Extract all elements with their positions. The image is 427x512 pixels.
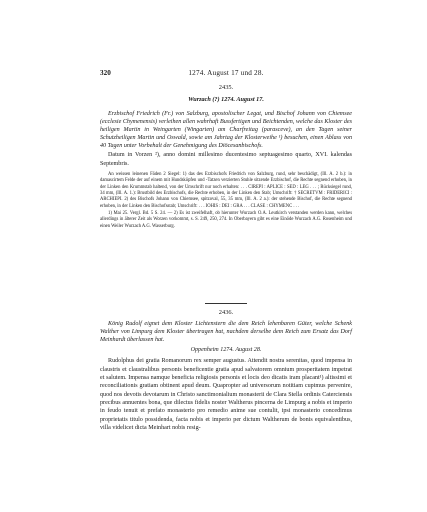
separator-rule	[205, 303, 247, 304]
regest-2435: Erzbischof Friedrich (Fr.) von Salzburg, apostolischer Legat, und Bischof Johann von Chiemsee (ecclesie Chymenensis) verleihen allen wahrhaft Bussfertigen und Beichtenden, welche das Kloster des heiligen Martin in Weingarten (Wingarten) am Charfreitag (parasceve), an den Tagen seiner Schutzheiligen Martin und Oswald, sowie am Jahrtag der Klosterweihe ¹) besuchen, einen Ablass von 40 Tagen unter Vorbehalt der Genehmigung des Diöcesanbischofs.	[100, 111, 352, 150]
page-number: 320	[100, 69, 111, 77]
page-header	[100, 69, 352, 79]
place-date-2436: Oppenheim 1274. August 28.	[190, 347, 262, 354]
footnotes-2435: 1) Mai 25. Vergl. Bd. 5 S. 24. — 2) Es ist zweifelhaft, ob hierunter Wurzach O.A. Leutkirch verstanden werden kann, welches allerdings in älterer Zeit als Worzen vorkommt, s. S. 249, 250, 274. In Oberbayern gibt es eine Einöde Wurzach A.G. Rosenheim und einen Weiler Wurzach A.G. Wasserburg.	[100, 210, 352, 229]
document-number-2436: 2436.	[218, 309, 234, 316]
dating-clause-2435: Datum in Vorzen ²), anno domini millesimo ducentesimo septuagesimo quarto, XVI. kalendas Septembris.	[100, 152, 352, 167]
charter-text-2436: Rudolphus dei gratia Romanorum rex semper augustus. Attendit nostra serenitas, quod impensa in claustris et claustralibus personis beneficentie gratia apud salvatorem omnium prosperitatem impetrat et salutem. Impensa namque beneficia religiosis personis et locis deo dicatis iram placant¹) altissimi et reconciliationis gratiam obtinent apud deum. Quapropter ad universorum notitiam cupimus pervenire, quod nos devotis devotarum in Christo sanctimonialium monasterii de Clara Stella ordinis Caterciensis precibus annuentes bona, que dilectus fidelis noster Waltherus pincerna de Limpurg a nobis et imperio in feudo tenuit et prefato monasterio pro remedio anime sue contulit, ipsi monasterio concedimus proprietatis titulo possidenda, facta nobis et imperio per dictum Waltherum de bonis equivalentibus, villa videlicet dicta Meinhart nobis resig-	[100, 358, 352, 432]
regest-2436: König Rudolf eignet dem Kloster Lichtenstern die dem Reich lehenbaren Güter, welche Schenk Walther von Limpurg dem Kloster übertragen hat, nachdem derselbe dem Reich zum Ersatz das Dorf Meinhardt überlassen hat.	[100, 321, 352, 344]
charter-2436	[100, 320, 352, 432]
seal-description-2435: An weissen leinenen Fäden 2 Siegel: 1) das des Erzbischofs Friedrich von Salzburg, rund, sehr beschädigt, (Ill. A. 2 b.): in damascirtem Felde der auf einem mit Hundsköpfen und -Tatzen verzierten Stuhle sitzende Erzbischof, die Rechte segnend erhoben, in der Linken den Krummstab haltend, von der Umschrift nur noch erhalten: . . . CIREPI : APLICE : SED : LEG . . . ; Rücksiegel rund, 34 mm, (Ill. A. 1.): Brustbild des Erzbischofs, die Rechte erhoben, in der Linken den Stab; Umschrift: † SECRETVM : FRIDERICI : ARCHIEPI. 2) des Bischofs Johann von Chiemsee, spitzoval, 55, 35 mm, (Ill. A. 2 a.): der stehende Bischof, die Rechte segnend erhoben, in der Linken den Bischofsstab; Umschrift: . . . IOHIS : DEI : GRA . . . CLASE : CHYMENC . . .	[100, 172, 352, 209]
document-number-2435: 2435.	[218, 84, 234, 91]
running-title: 1274. August 17 und 28.	[188, 69, 264, 77]
place-date-2435: Wurzach (?) 1274. August 17.	[188, 96, 264, 103]
charter-2435	[100, 110, 352, 230]
